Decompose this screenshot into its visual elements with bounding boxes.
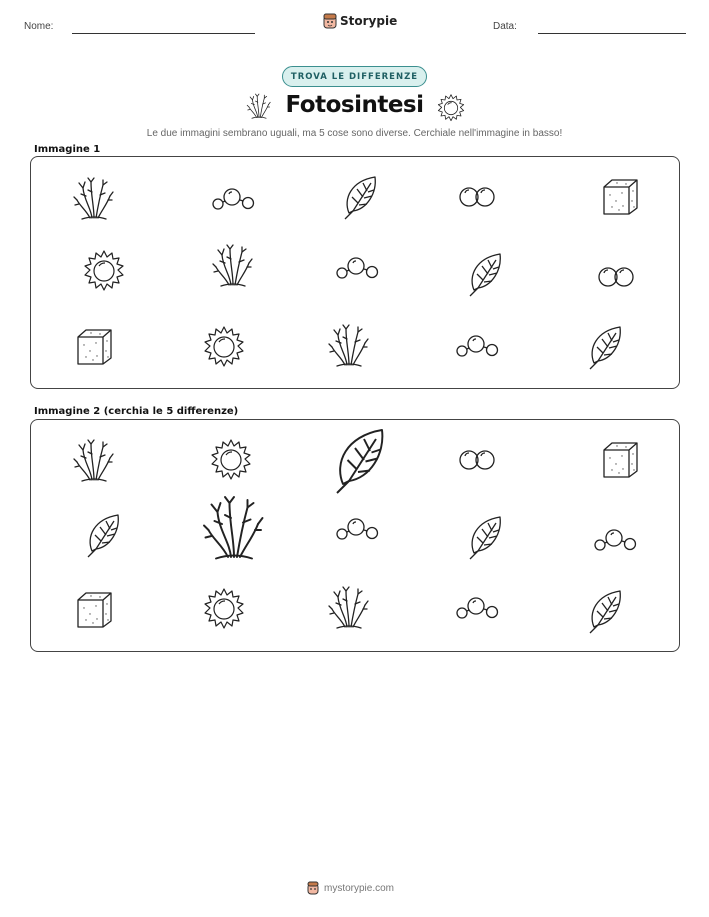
leaf-icon [590, 327, 620, 369]
footer [307, 881, 394, 895]
pie-mascot-icon [307, 881, 319, 895]
picture-2-canvas [31, 420, 681, 653]
leaf-icon[interactable] [88, 515, 118, 557]
name-line[interactable] [72, 33, 255, 34]
bubbles-icon [599, 268, 633, 286]
sun-icon[interactable] [212, 440, 250, 479]
leaf-icon [470, 254, 500, 296]
brand-name: Storypie [340, 14, 398, 28]
sun-icon [85, 251, 123, 290]
leaf-icon[interactable] [337, 430, 382, 493]
sun-icon[interactable] [205, 589, 243, 628]
instructions: Le due immagini sembrano uguali, ma 5 cose sono diverse. Cerchiale nell'immagine in basso! [146, 128, 563, 139]
sugar-cube-icon [604, 180, 637, 214]
molecule-icon[interactable] [457, 598, 498, 618]
leaf-icon [345, 177, 375, 219]
sugar-cube-icon[interactable] [78, 593, 111, 627]
coral-icon [74, 178, 113, 219]
picture-1-panel [30, 156, 680, 389]
coral-icon[interactable] [74, 440, 113, 481]
brand-logo [323, 13, 397, 29]
sugar-cube-icon [78, 330, 111, 364]
leaf-icon[interactable] [470, 517, 500, 559]
activity-badge: TROVA LE DIFFERENZE [282, 66, 427, 87]
leaf-icon[interactable] [590, 591, 620, 633]
coral-icon [213, 245, 252, 286]
picture-2-panel[interactable] [30, 419, 680, 652]
sun-icon [437, 94, 465, 122]
pie-mascot-icon [323, 13, 337, 29]
molecule-icon[interactable] [595, 530, 636, 550]
page-title: Fotosintesi [285, 92, 424, 118]
date-line[interactable] [538, 33, 686, 34]
picture-1-label: Immagine 1 [34, 144, 101, 155]
name-label: Nome: [24, 21, 54, 32]
molecule-icon [337, 258, 378, 278]
picture-1-canvas [31, 157, 681, 390]
sugar-cube-icon[interactable] [604, 443, 637, 477]
coral-icon[interactable] [204, 497, 263, 559]
coral-icon[interactable] [329, 587, 368, 628]
bubbles-icon[interactable] [460, 451, 494, 469]
footer-url[interactable]: mystorypie.com [324, 882, 395, 894]
molecule-icon [457, 336, 498, 356]
picture-2-label: Immagine 2 (cerchia le 5 differenze) [34, 406, 239, 417]
molecule-icon[interactable] [337, 519, 378, 539]
molecule-icon [213, 189, 254, 209]
bubbles-icon [460, 188, 494, 206]
coral-icon [329, 325, 368, 366]
date-label: Data: [493, 21, 517, 32]
sun-icon [205, 327, 243, 366]
